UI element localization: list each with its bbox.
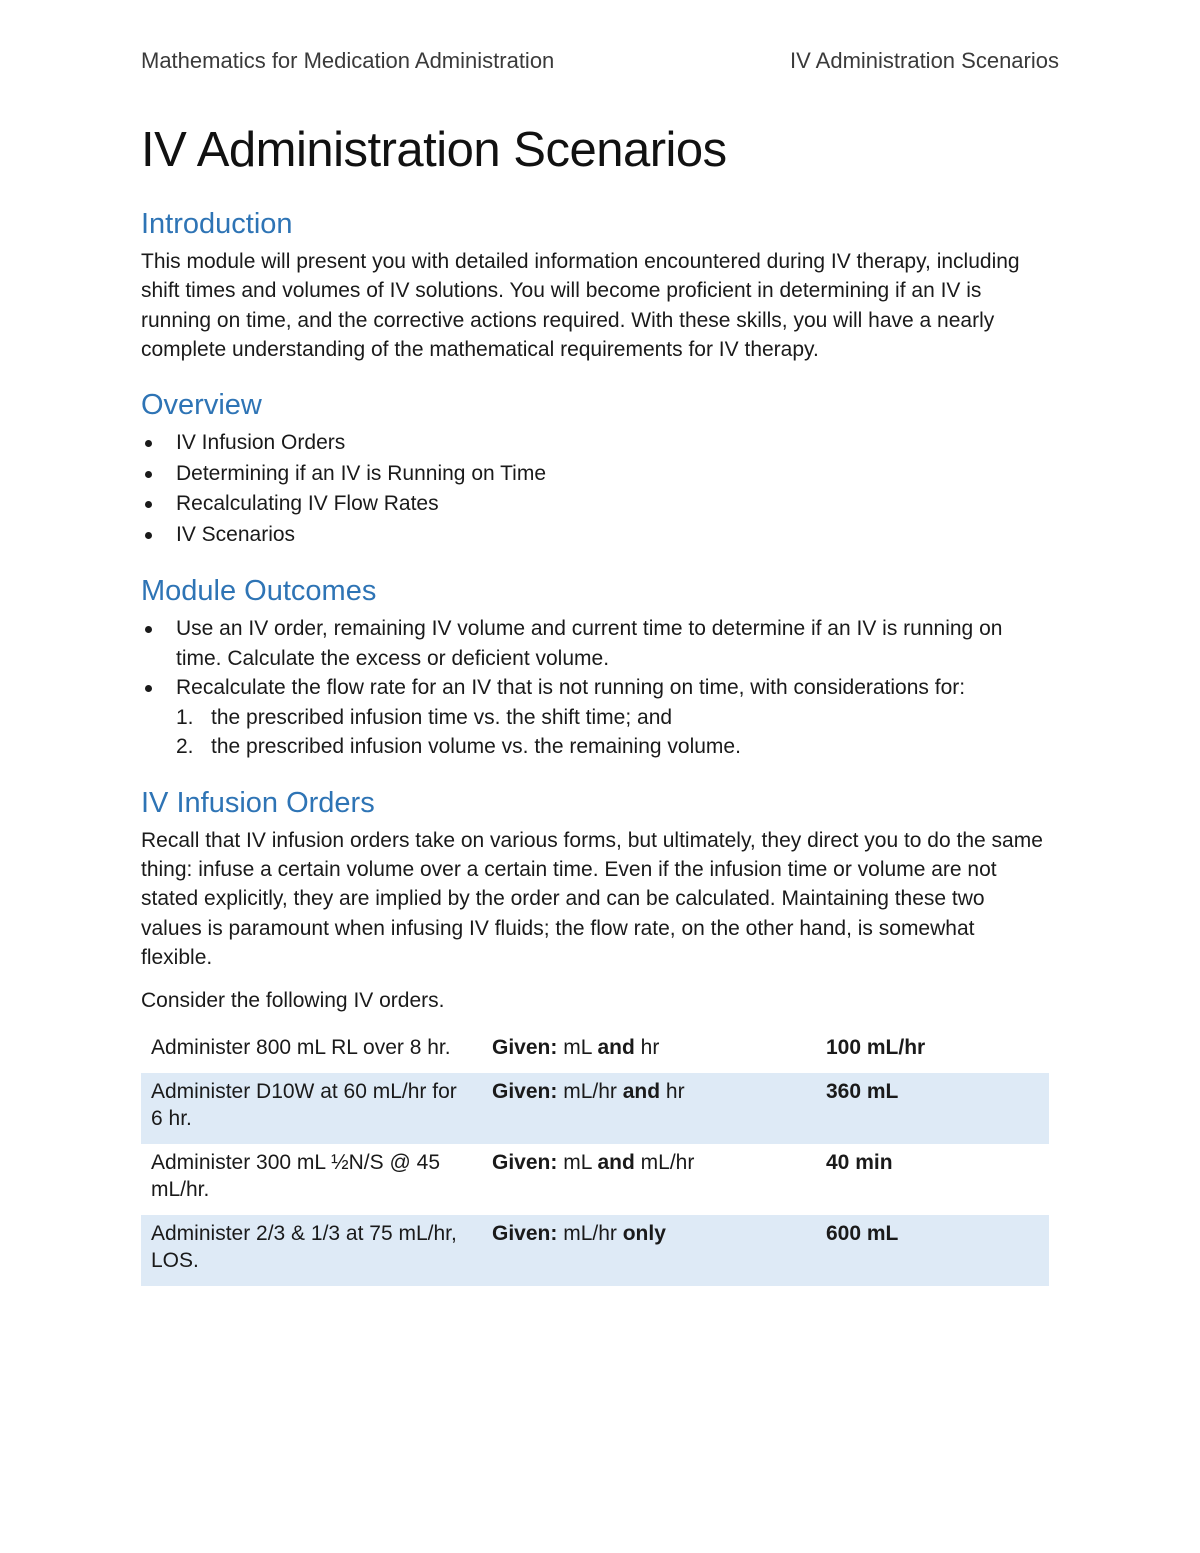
overview-heading: Overview [141, 389, 262, 422]
list-item-text: IV Scenarios [176, 522, 296, 546]
list-item [141, 489, 1049, 520]
table-row [141, 1073, 1049, 1144]
list-item-text: Determining if an IV is Running on Time [176, 461, 547, 485]
module-outcomes-section [141, 572, 1049, 762]
introduction-paragraph: This module will present you with detailed information encountered during IV therapy, including shift times and volumes of IV solutions. You will become proficient in determining if an IV is running on time, and the corrective actions required. With these skills, you will have a nearly complete understanding of the mathematical requirements for IV therapy. [141, 250, 1020, 361]
list-item [141, 428, 1049, 459]
given-value: mL/hr [563, 1222, 617, 1246]
list-item [141, 614, 1049, 673]
given-conjunction: and [597, 1036, 635, 1060]
given-label: Given: [492, 1036, 558, 1060]
page-title: IV Administration Scenarios [141, 123, 727, 177]
overview-section [141, 386, 1049, 550]
numbered-item [176, 703, 1049, 733]
header-module-title: IV Administration Scenarios [789, 48, 1059, 73]
bullet-icon [145, 685, 152, 692]
bullet-icon [145, 471, 152, 478]
list-item-text: Use an IV order, remaining IV volume and current time to determine if an IV is running on time. Calculate the excess or deficient volume. [176, 617, 1003, 670]
result-value: 40 min [826, 1151, 893, 1175]
given-conjunction: and [597, 1151, 635, 1175]
given-value: mL/hr [563, 1080, 617, 1104]
bullet-icon [145, 626, 152, 633]
result-value: 360 mL [826, 1080, 899, 1104]
list-item [141, 673, 1049, 762]
given-conjunction: and [622, 1080, 661, 1104]
bullet-icon [145, 501, 152, 508]
consider-orders-text: Consider the following IV orders. [141, 989, 445, 1013]
list-item-text: Recalculate the flow rate for an IV that is not running on time, with considerations for: [176, 676, 966, 700]
table-row [141, 1215, 1049, 1286]
given-conjunction: only [622, 1222, 666, 1246]
outcomes-list [141, 614, 1049, 762]
result-cell [816, 1215, 1049, 1286]
given-cell [482, 1073, 816, 1144]
order-cell: Administer 300 mL ½N/S @ 45 mL/hr. [151, 1151, 440, 1202]
result-cell [816, 1073, 1049, 1144]
given-label: Given: [492, 1151, 558, 1175]
document-body [141, 205, 1049, 1308]
order-cell: Administer 2/3 & 1/3 at 75 mL/hr, LOS. [141, 1215, 482, 1286]
outcomes-sublist [176, 703, 1049, 762]
bullet-icon [145, 440, 152, 447]
numbered-item-text: the prescribed infusion volume vs. the remaining volume. [211, 735, 741, 759]
order-cell: Administer D10W at 60 mL/hr for 6 hr. [141, 1073, 482, 1144]
order-cell: Administer 800 mL RL over 8 hr. [151, 1036, 451, 1060]
item-number: 2. [176, 735, 194, 759]
given-value: hr [640, 1036, 660, 1060]
result-value: 100 mL/hr [826, 1036, 926, 1060]
list-item [141, 459, 1049, 490]
given-value: mL/hr [640, 1151, 695, 1175]
bullet-icon [145, 532, 152, 539]
given-value: mL [563, 1036, 592, 1060]
list-item [141, 520, 1049, 551]
module-outcomes-heading: Module Outcomes [141, 575, 377, 608]
result-cell [816, 1144, 1049, 1215]
introduction-section [141, 205, 1049, 364]
list-item-text: IV Infusion Orders [176, 431, 346, 455]
running-header [141, 48, 1059, 78]
iv-infusion-orders-section [141, 784, 1049, 1287]
given-cell [482, 1029, 816, 1073]
given-label: Given: [492, 1080, 558, 1104]
result-value: 600 mL [826, 1222, 899, 1246]
given-value: mL [563, 1151, 592, 1175]
overview-list [141, 428, 1049, 550]
given-cell [482, 1144, 816, 1215]
given-label: Given: [492, 1222, 558, 1246]
iv-infusion-orders-paragraph: Recall that IV infusion orders take on various forms, but ultimately, they direct you to do the same thing: infuse a certain volume over a certain time. Even if the infusion time or volume are not stated explicitly, they are implied by the order and can be calculated. Maintaining these two values is paramount when infusing IV fluids; the flow rate, on the other hand, is somewhat flexible. [141, 828, 1043, 969]
table-row [141, 1144, 1049, 1215]
given-value: hr [665, 1080, 685, 1104]
given-cell [482, 1215, 816, 1286]
numbered-item-text: the prescribed infusion time vs. the shift time; and [211, 705, 673, 729]
iv-infusion-orders-heading: IV Infusion Orders [141, 786, 375, 819]
list-item-text: Recalculating IV Flow Rates [176, 492, 439, 516]
table-row [141, 1029, 1049, 1073]
result-cell [816, 1029, 1049, 1073]
introduction-heading: Introduction [141, 208, 293, 240]
header-course-title: Mathematics for Medication Administration [141, 48, 555, 73]
numbered-item [176, 732, 1049, 762]
item-number: 1. [176, 705, 194, 729]
iv-orders-table [141, 1029, 1049, 1286]
